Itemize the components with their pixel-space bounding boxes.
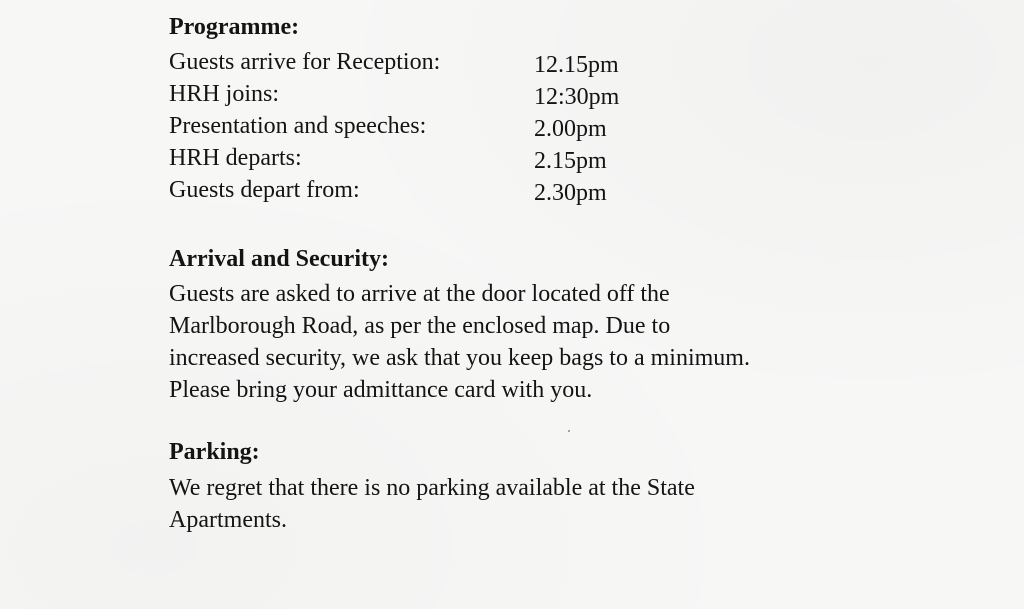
schedule-time: 12.15pm xyxy=(534,52,619,78)
schedule-row xyxy=(169,46,689,78)
paragraph-line: Marlborough Road, as per the enclosed map. Due to xyxy=(169,313,671,339)
programme-heading: Programme: xyxy=(169,14,300,40)
schedule-row xyxy=(169,142,689,174)
parking-paragraph xyxy=(169,472,889,536)
paragraph-line: increased security, we ask that you keep bags to a minimum. xyxy=(169,345,750,371)
paragraph-line: Apartments. xyxy=(169,507,287,533)
parking-heading: Parking: xyxy=(169,439,260,465)
schedule-time: 2.30pm xyxy=(534,180,607,206)
schedule-row xyxy=(169,174,689,206)
arrival-security-heading: Arrival and Security: xyxy=(169,246,389,272)
paragraph-line: Guests are asked to arrive at the door located off the xyxy=(169,281,670,307)
schedule-label: Guests arrive for Reception: xyxy=(169,49,441,75)
programme-schedule xyxy=(169,46,689,206)
paragraph-line: We regret that there is no parking available at the State xyxy=(169,475,695,501)
arrival-security-paragraph xyxy=(169,278,889,406)
schedule-time: 2.15pm xyxy=(534,148,607,174)
paragraph-line: Please bring your admittance card with you. xyxy=(169,377,593,403)
schedule-label: Guests depart from: xyxy=(169,177,360,203)
schedule-time: 12:30pm xyxy=(534,84,620,110)
schedule-label: Presentation and speeches: xyxy=(169,113,427,139)
paper-speck xyxy=(568,430,570,432)
schedule-label: HRH joins: xyxy=(169,81,280,107)
schedule-time: 2.00pm xyxy=(534,116,607,142)
schedule-row xyxy=(169,110,689,142)
schedule-row xyxy=(169,78,689,110)
schedule-label: HRH departs: xyxy=(169,145,302,171)
